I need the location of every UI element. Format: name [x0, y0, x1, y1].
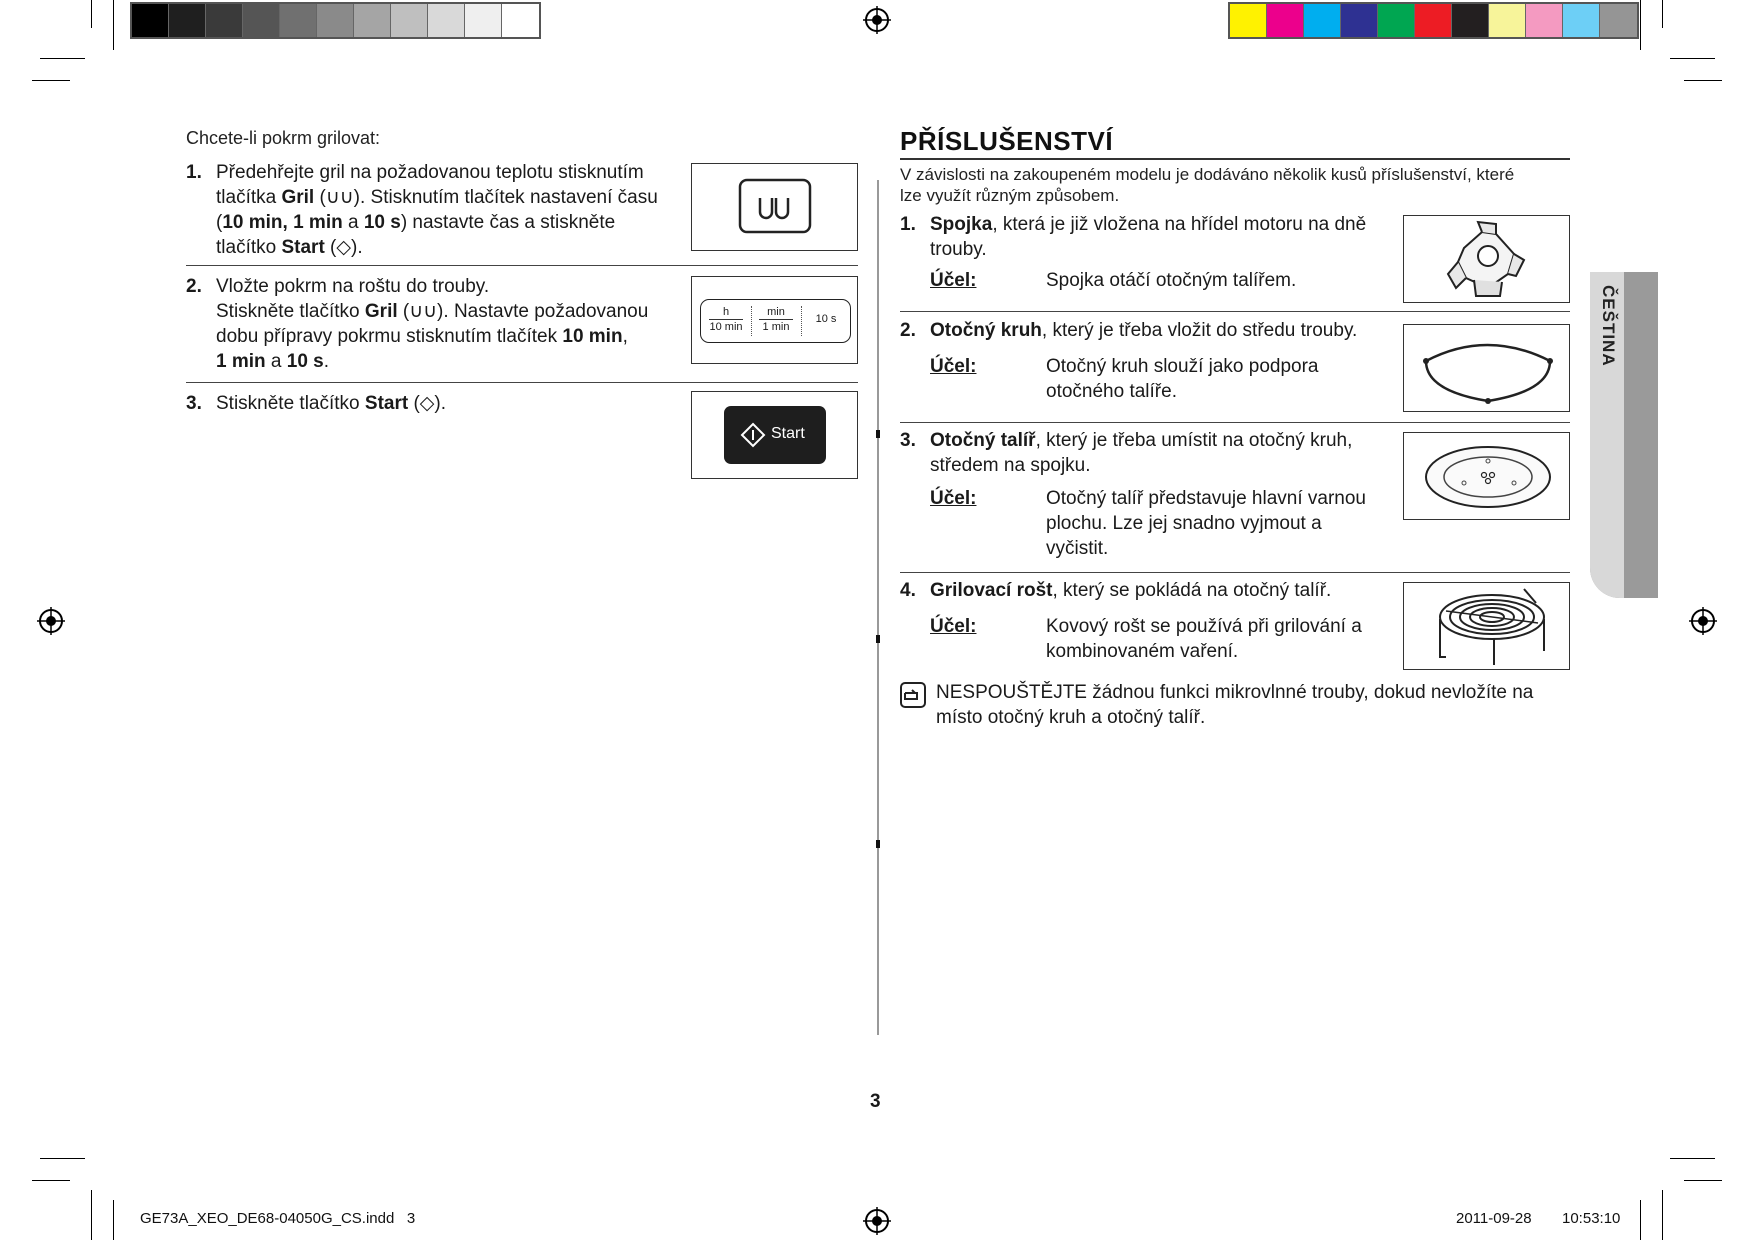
column-divider — [877, 180, 879, 1035]
gray-swatch — [317, 4, 354, 37]
crop-mark — [1640, 1200, 1641, 1240]
item-number: 3. — [900, 430, 916, 451]
crop-mark — [1684, 80, 1722, 81]
purpose-text: Kovový rošt se používá při grilování a kombinovaném vaření. — [1046, 616, 1362, 662]
accessories-intro: V závislosti na zakoupeném modelu je dodáváno několik kusů příslušenství, které lze využít různým způsobem. — [900, 165, 1515, 205]
page-number: 3 — [870, 1091, 881, 1112]
crop-mark — [40, 58, 85, 59]
purpose-text: Otočný talíř představuje hlavní varnou plochu. Lze jej snadno vyjmout a vyčistit. — [1046, 488, 1367, 559]
timer-1min-button[interactable]: min 1 min — [755, 305, 797, 334]
note-hand-icon — [900, 682, 926, 708]
step-divider — [186, 265, 858, 266]
color-swatch — [1341, 4, 1378, 37]
item-divider — [900, 572, 1570, 573]
registration-mark-icon — [37, 607, 65, 635]
gray-swatch — [243, 4, 280, 37]
start-diamond-icon — [740, 422, 766, 448]
color-swatch — [1267, 4, 1304, 37]
color-swatch — [1378, 4, 1415, 37]
registration-mark-icon — [863, 1207, 891, 1235]
registration-mark-icon — [1689, 607, 1717, 635]
crop-mark — [32, 1180, 70, 1181]
purpose-label: Účel: — [930, 616, 977, 637]
process-color-bar — [1228, 2, 1639, 39]
step-number: 1. — [186, 162, 202, 183]
step-divider — [186, 382, 858, 383]
grill-intro: Chcete-li pokrm grilovat: — [186, 128, 381, 148]
start-button-panel — [691, 391, 858, 479]
footer-date: 2011-09-28 — [1456, 1210, 1532, 1227]
item-name: Grilovací rošt — [930, 580, 1053, 601]
step-number: 3. — [186, 393, 202, 414]
color-swatch — [1415, 4, 1452, 37]
grill-rack-icon — [1404, 583, 1571, 671]
timer-10min-button[interactable]: h 10 min — [709, 306, 743, 333]
title-rule — [900, 158, 1570, 160]
grill-button-panel — [691, 163, 858, 251]
crop-mark — [1670, 58, 1715, 59]
accessories-title: PŘÍSLUŠENSTVÍ — [900, 126, 1114, 156]
crop-mark — [32, 80, 70, 81]
item-name: Otočný talíř — [930, 430, 1036, 451]
purpose-text: Otočný kruh slouží jako podpora otočného talíře. — [1046, 356, 1319, 402]
roller-ring-icon — [1404, 325, 1571, 413]
button-separator — [801, 306, 802, 336]
crop-mark — [91, 0, 92, 28]
crop-mark — [1662, 1190, 1663, 1240]
coupler-image — [1403, 215, 1570, 303]
timer-10s-button[interactable]: 10 s — [815, 313, 837, 325]
item-divider — [900, 311, 1570, 312]
grill-button-icon — [692, 164, 859, 252]
grill-rack-image — [1403, 582, 1570, 670]
timer-button-group — [700, 299, 851, 343]
timer-buttons-panel — [691, 276, 858, 364]
gray-swatch — [132, 4, 169, 37]
divider-marker — [876, 840, 880, 848]
start-button[interactable] — [724, 406, 826, 464]
step-text: Předehřejte gril na požadovanou teplotu stisknutím tlačítka Gril (∪∪). Stisknutím tlačítek nastavení času (10 min, 1 min a 10 s) nastavte čas a stiskněte tlačítko Start (◇). — [216, 162, 658, 258]
safety-note: NESPOUŠTĚJTE žádnou funkci mikrovlnné trouby, dokud nevložíte na místo otočný kruh a otočný talíř. — [936, 682, 1534, 728]
divider-marker — [876, 430, 880, 438]
gray-swatch — [169, 4, 206, 37]
purpose-label: Účel: — [930, 270, 977, 291]
gray-swatch — [502, 4, 539, 37]
language-tab-label: ČEŠTINA — [1599, 285, 1618, 367]
item-number: 1. — [900, 214, 916, 235]
crop-mark — [91, 1190, 92, 1240]
gray-swatch — [428, 4, 465, 37]
color-swatch — [1563, 4, 1600, 37]
crop-mark — [40, 1158, 85, 1159]
gray-swatch — [354, 4, 391, 37]
turntable-icon — [1404, 433, 1571, 521]
crop-mark — [1640, 0, 1641, 50]
button-separator — [751, 306, 752, 336]
purpose-text: Spojka otáčí otočným talířem. — [1046, 270, 1297, 291]
crop-mark — [1662, 0, 1663, 28]
step-number: 2. — [186, 276, 202, 297]
registration-mark-icon — [863, 6, 891, 34]
turntable-image — [1403, 432, 1570, 520]
roller-ring-image — [1403, 324, 1570, 412]
item-name: Otočný kruh — [930, 320, 1042, 341]
footer-time: 10:53:10 — [1562, 1210, 1621, 1227]
color-swatch — [1304, 4, 1341, 37]
gray-swatch — [391, 4, 428, 37]
color-swatch — [1600, 4, 1637, 37]
grill-instructions — [186, 128, 858, 442]
start-button-label: Start — [771, 425, 805, 442]
color-swatch — [1526, 4, 1563, 37]
color-swatch — [1230, 4, 1267, 37]
color-swatch — [1489, 4, 1526, 37]
crop-mark — [1684, 1180, 1722, 1181]
item-number: 4. — [900, 580, 916, 601]
grayscale-color-bar — [130, 2, 541, 39]
gray-swatch — [280, 4, 317, 37]
gray-swatch — [465, 4, 502, 37]
item-divider — [900, 422, 1570, 423]
step-text: Vložte pokrm na roštu do trouby. Stiskněte tlačítko Gril (∪∪). Nastavte požadovanou dobu přípravy pokrmu stisknutím tlačítek 10 min, 1 min a 10 s. — [216, 276, 649, 372]
crop-mark — [113, 1200, 114, 1240]
item-number: 2. — [900, 320, 916, 341]
color-swatch — [1452, 4, 1489, 37]
crop-mark — [113, 0, 114, 50]
purpose-label: Účel: — [930, 488, 977, 509]
coupler-icon — [1404, 216, 1571, 304]
gray-swatch — [206, 4, 243, 37]
footer-filename: GE73A_XEO_DE68-04050G_CS.indd 3 — [140, 1210, 416, 1227]
item-name: Spojka — [930, 214, 993, 235]
accessories-section: PŘÍSLUŠENSTVÍ V závislosti na zakoupeném modelu je dodáváno několik kusů příslušenství, které lze využít různým způsobem. 1. Spojka, která je již vložena na hřídel motoru na dně trouby. Účel: Spojka otáčí otočným talířem. 2. Otočný kruh, který je třeba vložit do středu trouby. Účel: Otočný kruh slouží jako podpora otočného talíře. 3. Otočný talíř, který je třeba umístit na otočný kruh, středem na spojku. Účel: Otočný talíř představuje hlavní varnou plochu. Lze jej snadno vyjmout a vyčistit. 4. Grilovací rošt, který se pokládá na otočný talíř. Účel: Kovový rošt se používá při grilování a kombinovaném vaření. NESPOUŠTĚJTE žádnou funkci mikrovlnné trouby, dokud nevložíte na místo otočný kruh a otočný talíř. — [900, 126, 1570, 157]
divider-marker — [876, 635, 880, 643]
crop-mark — [1670, 1158, 1715, 1159]
step-text: Stiskněte tlačítko Start (◇). — [216, 393, 447, 414]
purpose-label: Účel: — [930, 356, 977, 377]
